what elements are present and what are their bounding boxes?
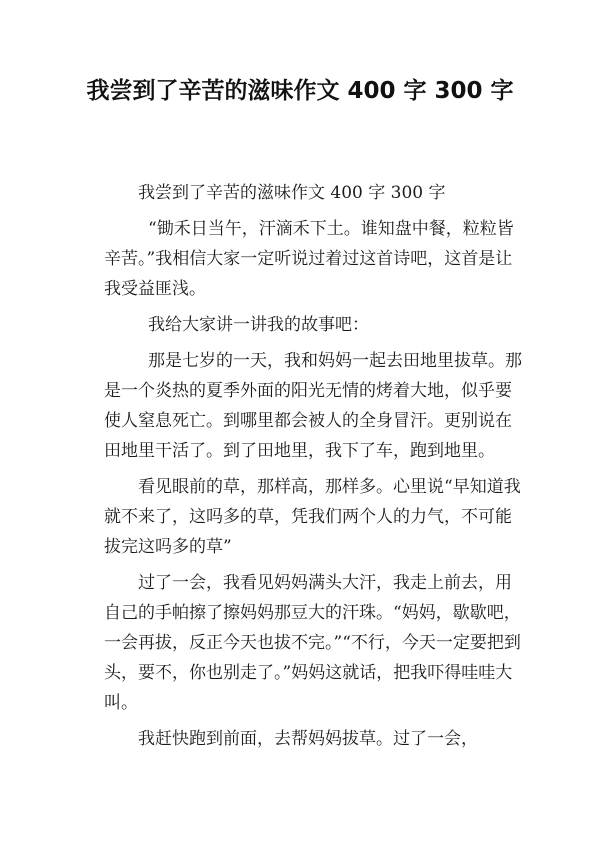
document-body	[104, 178, 524, 760]
document-title: 我尝到了辛苦的滋味作文 400 字 300 字	[86, 78, 514, 104]
paragraph: 我赶快跑到前面，去帮妈妈拔草。过了一会，	[138, 729, 478, 749]
paragraph: 我给大家讲一讲我的故事吧：	[148, 315, 369, 335]
paragraph: 那是七岁的一天，我和妈妈一起去田地里拔草。那是一个炎热的夏季外面的阳光无情的烤着大地，似乎要使人窒息死亡。到哪里都会被人的全身冒汗。更别说在田地里干活了。到了田地里，我下了车，跑到地里。	[104, 351, 522, 461]
paragraph: 我尝到了辛苦的滋味作文 400 字 300 字	[138, 183, 446, 203]
paragraph: 看见眼前的草，那样高，那样多。心里说“早知道我就不来了，这吗多的草，凭我们两个人的力气，不可能拔完这吗多的草”	[104, 477, 521, 557]
paragraph: 过了一会，我看见妈妈满头大汗，我走上前去，用自己的手帕擦了擦妈妈那豆大的汗珠。“妈妈，歇歇吧，一会再拔，反正今天也拔不完。”“不行，今天一定要把到头，要不，你也别走了。”妈妈这就话，把我吓得哇哇大叫。	[104, 573, 521, 713]
paragraph: “锄禾日当午，汗滴禾下土。谁知盘中餐，粒粒皆辛苦。”我相信大家一定听说过着过这首诗吧，这首是让我受益匪浅。	[104, 219, 514, 299]
